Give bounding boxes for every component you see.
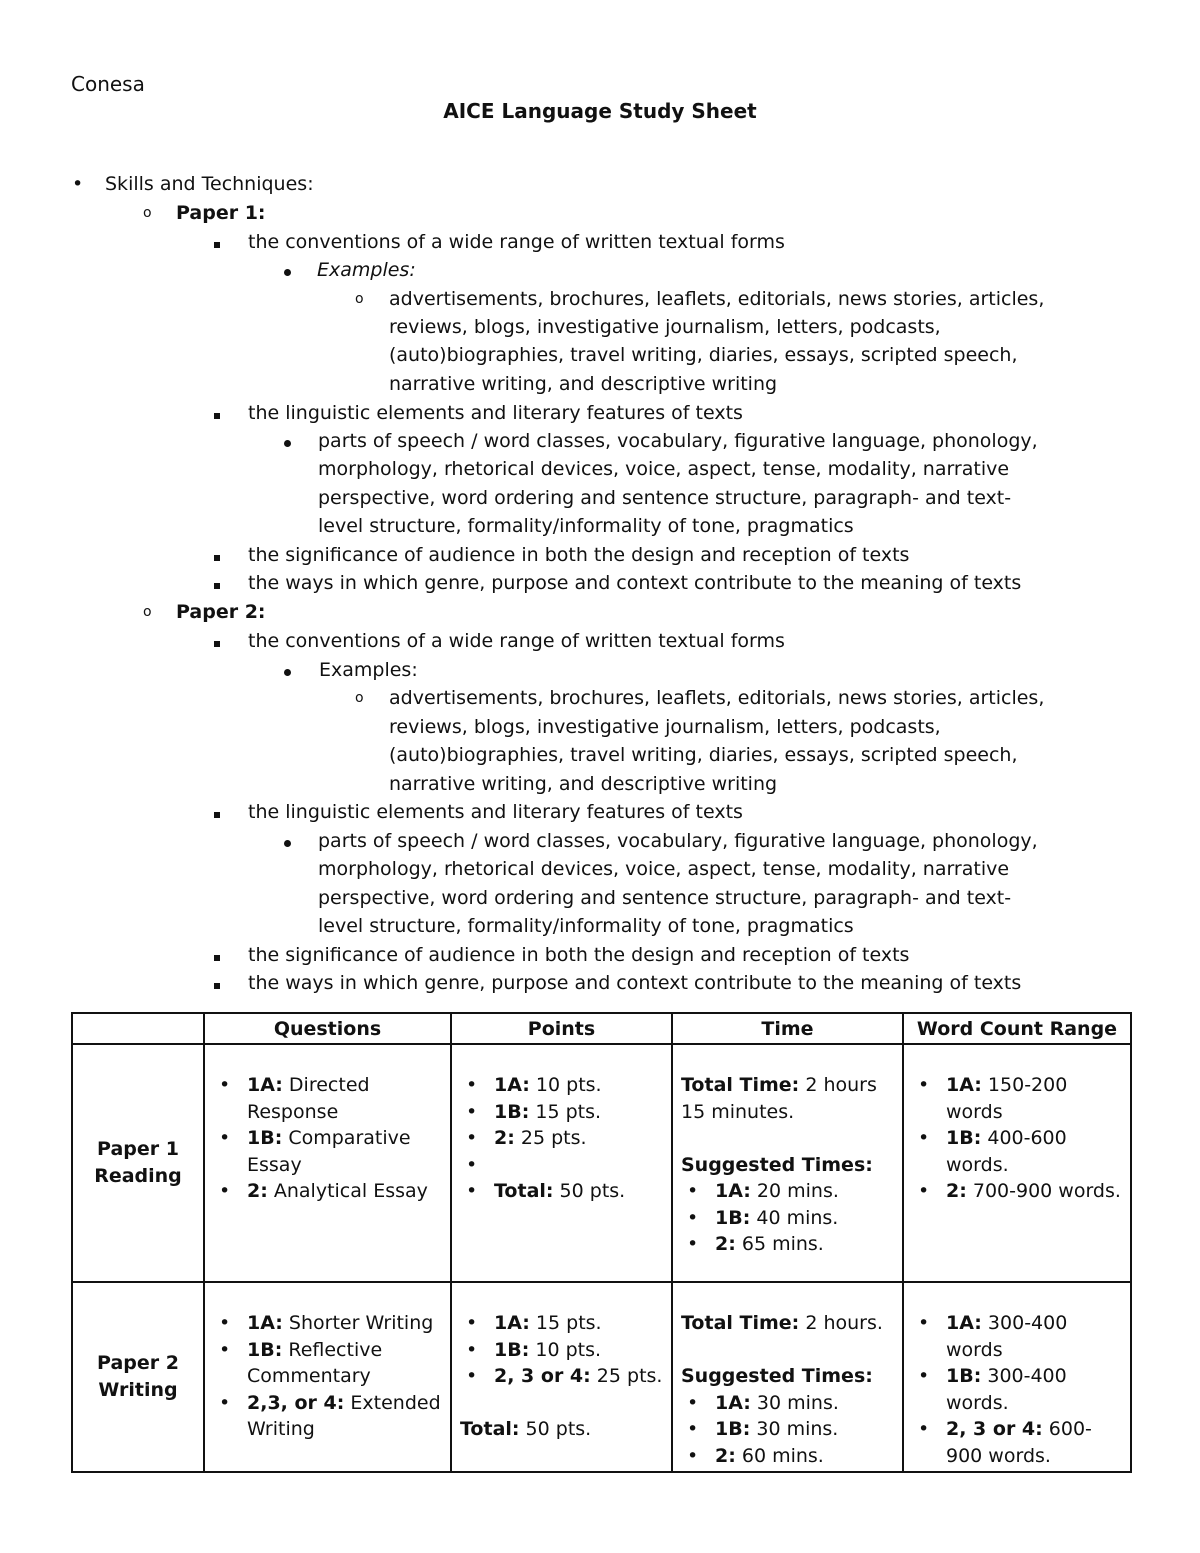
list-item: • 2: 25 pts. <box>460 1125 663 1152</box>
list-item: • 1B: 10 pts. <box>460 1337 663 1364</box>
questions-cell <box>204 1282 451 1472</box>
total-time: Total Time: 2 hours 15 minutes. <box>681 1074 877 1123</box>
paper2-point: the conventions of a wide range of written textual forms <box>248 630 785 652</box>
list-item: • 2, 3 or 4: 600-900 words. <box>912 1416 1122 1469</box>
paper2-examples-label: Examples: <box>319 659 418 681</box>
list-item: • 1A: Shorter Writing <box>213 1310 442 1337</box>
suggested-times-label: Suggested Times: <box>681 1153 873 1176</box>
table-header: Word Count Range <box>903 1013 1131 1044</box>
paper1-point: the linguistic elements and literary features of texts <box>248 402 743 424</box>
paper1-label: Paper 1: <box>176 202 266 224</box>
document-title: AICE Language Study Sheet <box>443 99 757 123</box>
square-marker <box>214 228 220 256</box>
paper2-point: the significance of audience in both the design and reception of texts <box>248 944 910 966</box>
paper2-examples-line: (auto)biographies, travel writing, diaries, essays, scripted speech, <box>389 744 1018 766</box>
bullet-marker <box>284 656 291 684</box>
list-item: • 1B: 400-600 words. <box>912 1125 1122 1178</box>
points-cell <box>451 1282 672 1472</box>
row-header <box>72 1044 204 1282</box>
circle-marker: o <box>143 604 152 620</box>
row-header-line: Writing <box>98 1379 178 1401</box>
paper1-point: the ways in which genre, purpose and context contribute to the meaning of texts <box>248 572 1022 594</box>
paper2-features-line: morphology, rhetorical devices, voice, aspect, tense, modality, narrative <box>318 858 1010 880</box>
list-item: • 1A: 10 pts. <box>460 1072 663 1099</box>
paper1-examples-label: Examples: <box>317 259 416 281</box>
paper2-point: the ways in which genre, purpose and context contribute to the meaning of texts <box>248 972 1022 994</box>
paper1-features-line: level structure, formality/informality of tone, pragmatics <box>318 515 854 537</box>
author-name: Conesa <box>71 72 145 96</box>
list-item: • 1A: 15 pts. <box>460 1310 663 1337</box>
list-item: • 1A: 150-200 words <box>912 1072 1122 1125</box>
paper2-examples-line: advertisements, brochures, leaflets, editorials, news stories, articles, <box>389 687 1045 709</box>
list-item: • 1B: Reflective Commentary <box>213 1337 442 1390</box>
row-header-line: Reading <box>94 1165 182 1187</box>
square-marker <box>214 569 220 597</box>
list-item: • 1B: Comparative Essay <box>213 1125 442 1178</box>
paper1-examples-line: narrative writing, and descriptive writing <box>389 373 778 395</box>
list-item: • 1A: 30 mins. <box>681 1390 894 1417</box>
suggested-times-label: Suggested Times: <box>681 1365 873 1387</box>
total-time: Total Time: 2 hours. <box>681 1312 883 1334</box>
table-row <box>72 1044 1131 1282</box>
square-marker <box>214 627 220 655</box>
list-item: • Total: 50 pts. <box>460 1178 663 1205</box>
bullet-marker <box>284 256 291 284</box>
circle-marker: o <box>355 690 364 706</box>
paper1-point: the significance of audience in both the design and reception of texts <box>248 544 910 566</box>
list-item: • 1A: Directed Response <box>213 1072 442 1125</box>
table-header <box>72 1013 204 1044</box>
bullet-marker <box>284 827 291 855</box>
list-item: • 1A: 300-400 words <box>912 1310 1122 1363</box>
paper1-examples-line: advertisements, brochures, leaflets, editorials, news stories, articles, <box>389 288 1045 310</box>
paper1-features-line: perspective, word ordering and sentence structure, paragraph- and text- <box>318 487 1012 509</box>
table-header-row <box>72 1013 1131 1044</box>
paper2-examples-line: narrative writing, and descriptive writing <box>389 773 778 795</box>
word-count-cell <box>903 1282 1131 1472</box>
list-item: • 1B: 40 mins. <box>681 1205 894 1232</box>
paper1-features-line: morphology, rhetorical devices, voice, aspect, tense, modality, narrative <box>318 458 1010 480</box>
square-marker <box>214 798 220 826</box>
paper1-point: the conventions of a wide range of written textual forms <box>248 231 785 253</box>
list-item: • 2, 3 or 4: 25 pts. <box>460 1363 663 1390</box>
row-header <box>72 1282 204 1472</box>
paper2-examples-line: reviews, blogs, investigative journalism, letters, podcasts, <box>389 716 941 738</box>
points-cell <box>451 1044 672 1282</box>
list-item: • 2: 60 mins. <box>681 1443 894 1470</box>
table-header: Time <box>672 1013 903 1044</box>
spacer <box>460 1152 663 1179</box>
list-item: • 2: Analytical Essay <box>213 1178 442 1205</box>
time-cell <box>672 1044 903 1282</box>
square-marker <box>214 969 220 997</box>
list-item: • 1A: 20 mins. <box>681 1178 894 1205</box>
circle-marker: o <box>143 205 152 221</box>
list-item: • 2: 65 mins. <box>681 1231 894 1258</box>
row-header-line: Paper 2 <box>97 1352 179 1374</box>
table-header: Points <box>451 1013 672 1044</box>
list-item: • 1B: 15 pts. <box>460 1099 663 1126</box>
list-item: • 1B: 30 mins. <box>681 1416 894 1443</box>
questions-cell <box>204 1044 451 1282</box>
paper1-features-line: parts of speech / word classes, vocabulary, figurative language, phonology, <box>318 430 1038 452</box>
paper1-examples-line: (auto)biographies, travel writing, diaries, essays, scripted speech, <box>389 344 1018 366</box>
paper2-label: Paper 2: <box>176 601 266 623</box>
word-count-cell <box>903 1044 1131 1282</box>
points-total: Total: 50 pts. <box>460 1418 592 1440</box>
table-header: Questions <box>204 1013 451 1044</box>
bullet-marker: • <box>72 173 84 195</box>
bullet-marker <box>284 427 291 455</box>
paper2-point: the linguistic elements and literary features of texts <box>248 801 743 823</box>
paper2-features-line: parts of speech / word classes, vocabulary, figurative language, phonology, <box>318 830 1038 852</box>
outline-heading: Skills and Techniques: <box>105 173 314 195</box>
paper1-examples-line: reviews, blogs, investigative journalism, letters, podcasts, <box>389 316 941 338</box>
row-header-line: Paper 1 <box>97 1138 179 1160</box>
list-item: • 2: 700-900 words. <box>912 1178 1122 1205</box>
paper2-features-line: perspective, word ordering and sentence structure, paragraph- and text- <box>318 887 1012 909</box>
square-marker <box>214 541 220 569</box>
circle-marker: o <box>355 291 364 307</box>
list-item: • 1B: 300-400 words. <box>912 1363 1122 1416</box>
list-item: • 2,3, or 4: Extended Writing <box>213 1390 442 1443</box>
exam-summary-table <box>71 1012 1132 1473</box>
square-marker <box>214 941 220 969</box>
time-cell <box>672 1282 903 1472</box>
paper2-features-line: level structure, formality/informality of tone, pragmatics <box>318 915 854 937</box>
table-row <box>72 1282 1131 1472</box>
square-marker <box>214 399 220 427</box>
